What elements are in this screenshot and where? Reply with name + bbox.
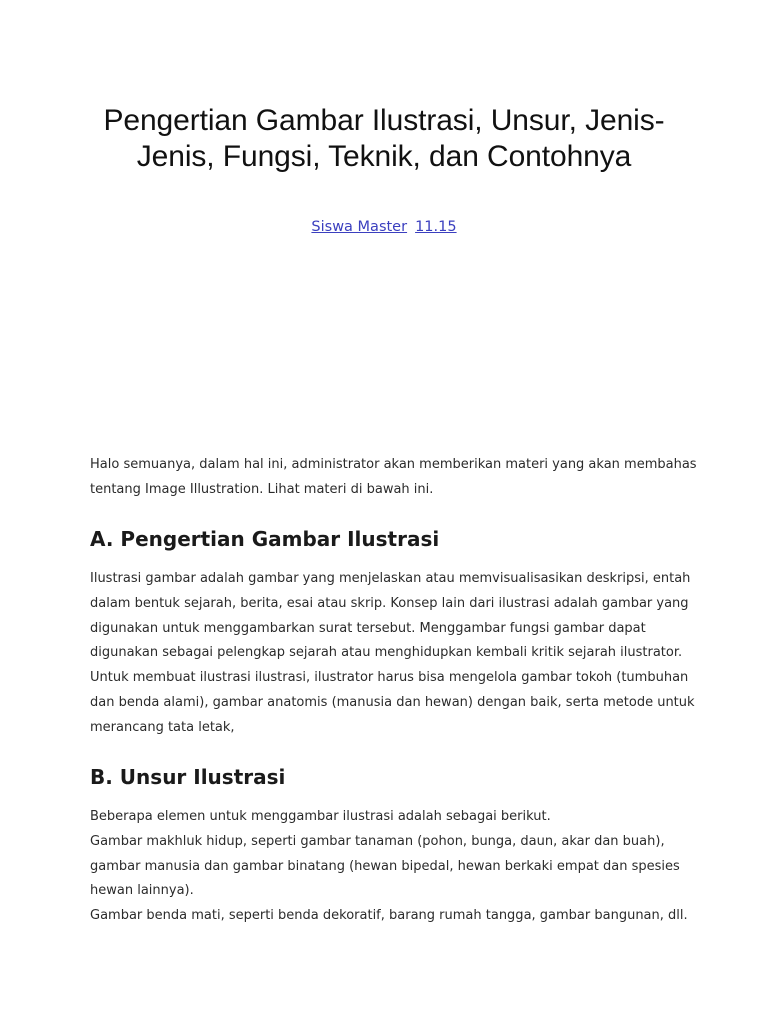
text-line: gambar manusia dan gambar binatang (hewan bipedal, hewan berkaki empat dan spesies — [90, 858, 680, 874]
section-a-heading: A. Pengertian Gambar Ilustrasi — [90, 527, 440, 551]
section-b-heading: B. Unsur Ilustrasi — [90, 765, 286, 789]
text-line: Gambar makhluk hidup, seperti gambar tanaman (pohon, bunga, daun, akar dan buah), — [90, 833, 665, 849]
text-line: tentang Image Illustration. Lihat materi di bawah ini. — [90, 481, 434, 497]
text-line: Halo semuanya, dalam hal ini, administrator akan memberikan materi yang akan membahas — [90, 457, 697, 472]
text-line: digunakan sebagai pelengkap sejarah atau menghidupkan kembali kritik sejarah ilustrator. — [90, 645, 683, 661]
text-line: dalam bentuk sejarah, berita, esai atau skrip. Konsep lain dari ilustrasi adalah gambar yang — [90, 595, 689, 611]
text-line: merancang tata letak, — [90, 719, 235, 735]
text-line: Untuk membuat ilustrasi ilustrasi, ilustrator harus bisa mengelola gambar tokoh (tumbuhan — [90, 670, 689, 686]
text-line: Ilustrasi gambar adalah gambar yang menjelaskan atau memvisualisasikan deskripsi, entah — [90, 571, 691, 586]
author-link[interactable]: Siswa Master — [311, 219, 408, 235]
text-line: dan benda alami), gambar anatomis (manusia dan hewan) dengan baik, serta metode untuk — [90, 694, 695, 710]
timestamp-link[interactable]: 11.15 — [415, 219, 457, 235]
intro-paragraph — [90, 453, 697, 503]
section-a-paragraph — [90, 567, 695, 741]
text-line: Beberapa elemen untuk menggambar ilustrasi adalah sebagai berikut. — [90, 809, 551, 824]
section-b-paragraph — [90, 805, 688, 929]
text-line: digunakan untuk menggambarkan surat tersebut. Menggambar fungsi gambar dapat — [90, 620, 646, 636]
text-line: Gambar benda mati, seperti benda dekoratif, barang rumah tangga, gambar bangunan, dll. — [90, 908, 688, 924]
text-line: hewan lainnya). — [90, 883, 194, 899]
article-meta — [0, 217, 768, 237]
article-title: Pengertian Gambar Ilustrasi, Unsur, Jenis-Jenis, Fungsi, Teknik, dan Contohnya — [103, 104, 665, 173]
